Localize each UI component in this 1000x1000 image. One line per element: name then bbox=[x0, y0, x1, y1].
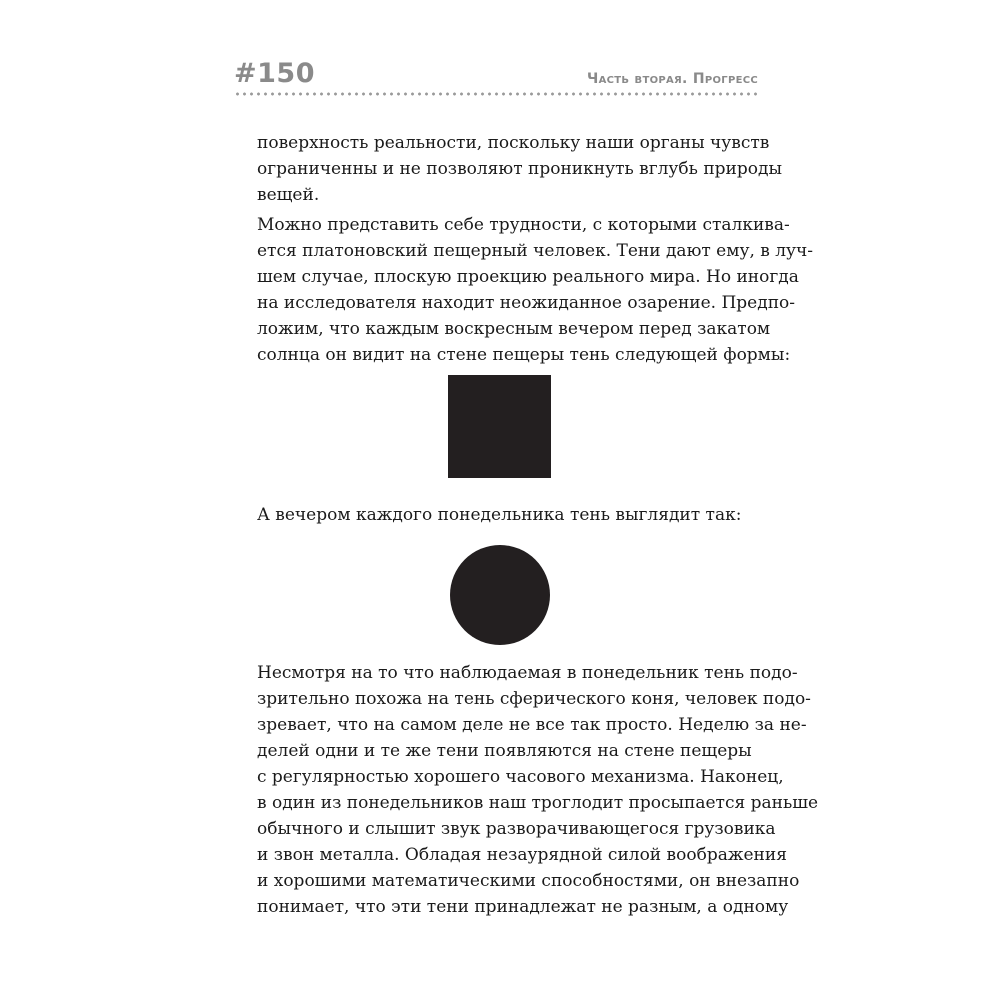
text-line: поверхность реальности, поскольку наши органы чувств bbox=[257, 133, 770, 153]
text-line: в один из понедельников наш троглодит просыпается раньше bbox=[257, 793, 819, 813]
text-line: обычного и слышит звук разворачивающегося грузовика bbox=[257, 819, 776, 839]
paragraph-3 bbox=[257, 502, 744, 528]
paragraph-2 bbox=[257, 212, 814, 368]
text-line: ограниченны и не позволяют проникнуть вглубь природы bbox=[257, 159, 782, 179]
text-line: ется платоновский пещерный человек. Тени дают ему, в луч- bbox=[257, 241, 814, 261]
text-line: вещей. bbox=[257, 185, 320, 205]
paragraph-1 bbox=[257, 130, 782, 208]
text-line: А вечером каждого понедельника тень выглядит так: bbox=[257, 505, 742, 525]
dotted-divider bbox=[234, 92, 758, 96]
page-header bbox=[234, 58, 758, 98]
circle-shadow-figure bbox=[450, 545, 550, 645]
text-line: солнца он видит на стене пещеры тень следующей формы: bbox=[257, 345, 791, 365]
text-line: Можно представить себе трудности, с которыми сталкива- bbox=[257, 215, 790, 235]
text-line: зревает, что на самом деле не все так просто. Неделю за не- bbox=[257, 715, 807, 735]
text-line: шем случае, плоскую проекцию реального мира. Но иногда bbox=[257, 267, 799, 287]
text-line: делей одни и те же тени появляются на стене пещеры bbox=[257, 741, 752, 761]
text-line: и хорошими математическими способностями, он внезапно bbox=[257, 871, 800, 891]
text-line: с регулярностью хорошего часового механизма. Наконец, bbox=[257, 767, 784, 787]
text-line: понимает, что эти тени принадлежат не разным, а одному bbox=[257, 897, 789, 917]
square-shadow-figure bbox=[448, 375, 551, 478]
text-line: и звон металла. Обладая незаурядной силой воображения bbox=[257, 845, 787, 865]
paragraph-4 bbox=[257, 660, 819, 920]
text-line: Несмотря на то что наблюдаемая в понедельник тень подо- bbox=[257, 663, 798, 683]
page-number: #150 bbox=[234, 58, 315, 89]
text-line: ложим, что каждым воскресным вечером перед закатом bbox=[257, 319, 771, 339]
text-line: на исследователя находит неожиданное озарение. Предпо- bbox=[257, 293, 796, 313]
text-line: зрительно похожа на тень сферического коня, человек подо- bbox=[257, 689, 811, 709]
running-head: Часть вторая. Прогресс bbox=[587, 71, 758, 87]
